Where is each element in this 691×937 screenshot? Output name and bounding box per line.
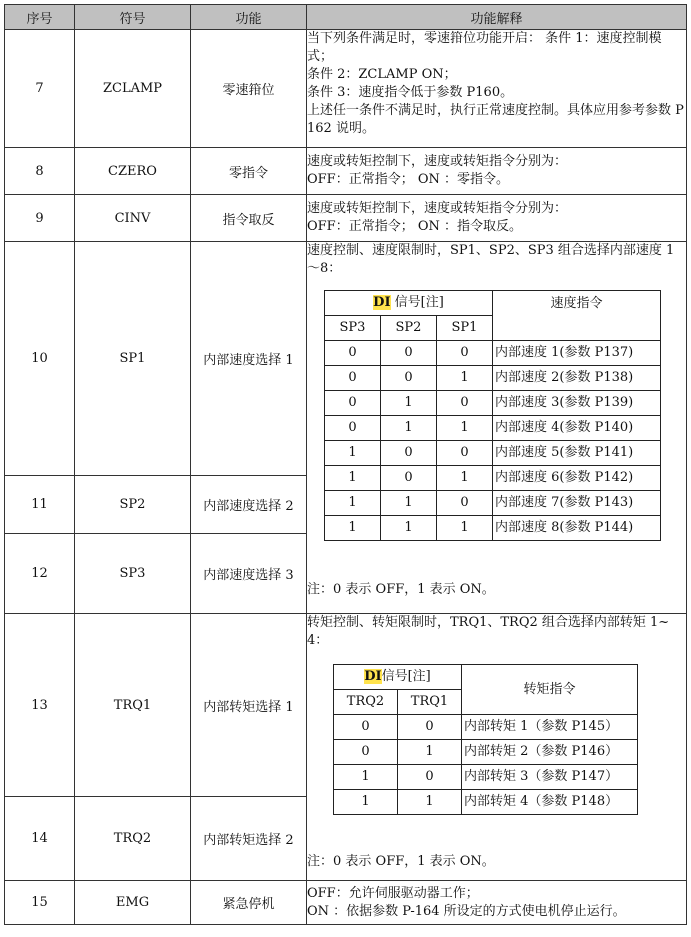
row-symbol: ZCLAMP: [75, 30, 191, 148]
torque-subtable: [333, 664, 638, 815]
cell: 1: [381, 416, 437, 441]
row-function: 内部速度选择 2: [191, 476, 307, 534]
row-no: 15: [5, 881, 75, 925]
row-no: 9: [5, 195, 75, 242]
cell: 内部速度 5(参数 P141): [493, 441, 661, 466]
header-no: 序号: [5, 5, 75, 30]
table-row: [5, 881, 687, 925]
cell: 0: [325, 341, 381, 366]
desc-line: OFF：正常指令； ON ：指令取反。: [307, 219, 522, 234]
row-no: 11: [5, 476, 75, 534]
cell: 1: [437, 516, 493, 541]
cell: 0: [437, 491, 493, 516]
cell: 1: [381, 516, 437, 541]
cell: 0: [437, 391, 493, 416]
row-symbol: TRQ1: [75, 614, 191, 797]
table-row: [5, 148, 687, 195]
row-explanation: [307, 30, 687, 148]
cell: 0: [381, 341, 437, 366]
desc-line: 速度或转矩控制下，速度或转矩指令分别为：: [307, 201, 568, 216]
header-row: [5, 5, 687, 30]
di-function-table: [4, 4, 687, 925]
col-trq1: TRQ1: [398, 690, 462, 715]
cell: 1: [325, 516, 381, 541]
desc-line: ON ：依据参数 P-164 所设定的方式使电机停止运行。: [307, 903, 626, 919]
cell: 1: [398, 790, 462, 815]
row-no: 12: [5, 534, 75, 614]
cell: 内部速度 4(参数 P140): [493, 416, 661, 441]
row-no: 10: [5, 242, 75, 476]
row-function: 零速箝位: [191, 30, 307, 148]
cell: 0: [334, 715, 398, 740]
cell: 1: [334, 790, 398, 815]
row-function: 指令取反: [191, 195, 307, 242]
speed-intro: 速度控制、速度限制时，SP1、SP2、SP3 组合选择内部速度 1～8：: [307, 243, 675, 276]
row-no: 13: [5, 614, 75, 797]
desc-line: 速度或转矩控制下，速度或转矩指令分别为：: [307, 154, 568, 169]
cell: 内部速度 1(参数 P137): [493, 341, 661, 366]
di-highlight: DI: [373, 295, 391, 310]
row-symbol: SP2: [75, 476, 191, 534]
row-no: 14: [5, 797, 75, 881]
cell: 0: [325, 416, 381, 441]
row-function: 内部速度选择 1: [191, 242, 307, 476]
cell: 内部速度 8(参数 P144): [493, 516, 661, 541]
row-function: 内部速度选择 3: [191, 534, 307, 614]
cell: 0: [398, 765, 462, 790]
cell: 内部转矩 4（参数 P148）: [462, 790, 638, 815]
cell: 1: [325, 441, 381, 466]
cell: 1: [437, 466, 493, 491]
row-function: 内部转矩选择 2: [191, 797, 307, 881]
row-no: 8: [5, 148, 75, 195]
row-symbol: SP3: [75, 534, 191, 614]
row-symbol: CZERO: [75, 148, 191, 195]
desc-line: 条件 2：ZCLAMP ON；: [307, 67, 457, 82]
row-function: 紧急停机: [191, 881, 307, 925]
header-explanation: 功能解释: [307, 5, 687, 30]
table-row: [5, 242, 687, 476]
cell: 内部速度 3(参数 P139): [493, 391, 661, 416]
col-sp2: SP2: [381, 316, 437, 341]
table-row: [5, 30, 687, 148]
row-no: 7: [5, 30, 75, 148]
di-signal-header: DI 信号[注]: [325, 291, 493, 316]
row-symbol: EMG: [75, 881, 191, 925]
cell: 1: [437, 366, 493, 391]
header-function: 功能: [191, 5, 307, 30]
desc-line: 上述任一条件不满足时，执行正常速度控制。具体应用参考参数 P162 说明。: [307, 103, 684, 136]
torque-explanation: [307, 614, 687, 881]
cell: 内部转矩 1（参数 P145）: [462, 715, 638, 740]
cell: 内部转矩 2（参数 P146）: [462, 740, 638, 765]
speed-note: 注：0 表示 OFF，1 表示 ON。: [307, 582, 495, 597]
cell: 内部速度 7(参数 P143): [493, 491, 661, 516]
speed-cmd-header: 速度指令: [493, 291, 661, 341]
cell: 0: [437, 441, 493, 466]
cell: 内部转矩 3（参数 P147）: [462, 765, 638, 790]
cell: 0: [381, 441, 437, 466]
speed-explanation: [307, 242, 687, 614]
col-trq2: TRQ2: [334, 690, 398, 715]
cell: 1: [381, 491, 437, 516]
cell: 0: [437, 341, 493, 366]
cell: 1: [325, 491, 381, 516]
col-sp1: SP1: [437, 316, 493, 341]
torque-cmd-header: 转矩指令: [462, 665, 638, 715]
torque-note: 注：0 表示 OFF，1 表示 ON。: [307, 854, 495, 869]
cell: 1: [325, 466, 381, 491]
row-symbol: SP1: [75, 242, 191, 476]
cell: 1: [398, 740, 462, 765]
row-symbol: TRQ2: [75, 797, 191, 881]
row-symbol: CINV: [75, 195, 191, 242]
cell: 0: [325, 366, 381, 391]
cell: 1: [334, 765, 398, 790]
desc-line: OFF：正常指令； ON ：零指令。: [307, 172, 509, 187]
row-function: 内部转矩选择 1: [191, 614, 307, 797]
table-row: [5, 614, 687, 797]
di-signal-header: DI信号[注]: [334, 665, 462, 690]
desc-line: 当下列条件满足时，零速箝位功能开启： 条件 1：速度控制模式；: [307, 31, 662, 64]
desc-line: 条件 3：速度指令低于参数 P160。: [307, 85, 514, 100]
row-explanation: [307, 148, 687, 195]
col-sp3: SP3: [325, 316, 381, 341]
desc-line: OFF：允许伺服驱动器工作；: [307, 885, 479, 901]
cell: 内部速度 2(参数 P138): [493, 366, 661, 391]
cell: 0: [381, 366, 437, 391]
torque-intro: 转矩控制、转矩限制时，TRQ1、TRQ2 组合选择内部转矩 1~4：: [307, 615, 670, 648]
cell: 0: [381, 466, 437, 491]
row-explanation: [307, 881, 687, 925]
table-row: [5, 195, 687, 242]
header-symbol: 符号: [75, 5, 191, 30]
cell: 1: [381, 391, 437, 416]
di-highlight: DI: [364, 669, 382, 684]
cell: 1: [437, 416, 493, 441]
cell: 0: [325, 391, 381, 416]
speed-subtable: [324, 290, 661, 541]
row-explanation: [307, 195, 687, 242]
row-function: 零指令: [191, 148, 307, 195]
cell: 0: [334, 740, 398, 765]
cell: 内部速度 6(参数 P142): [493, 466, 661, 491]
cell: 0: [398, 715, 462, 740]
